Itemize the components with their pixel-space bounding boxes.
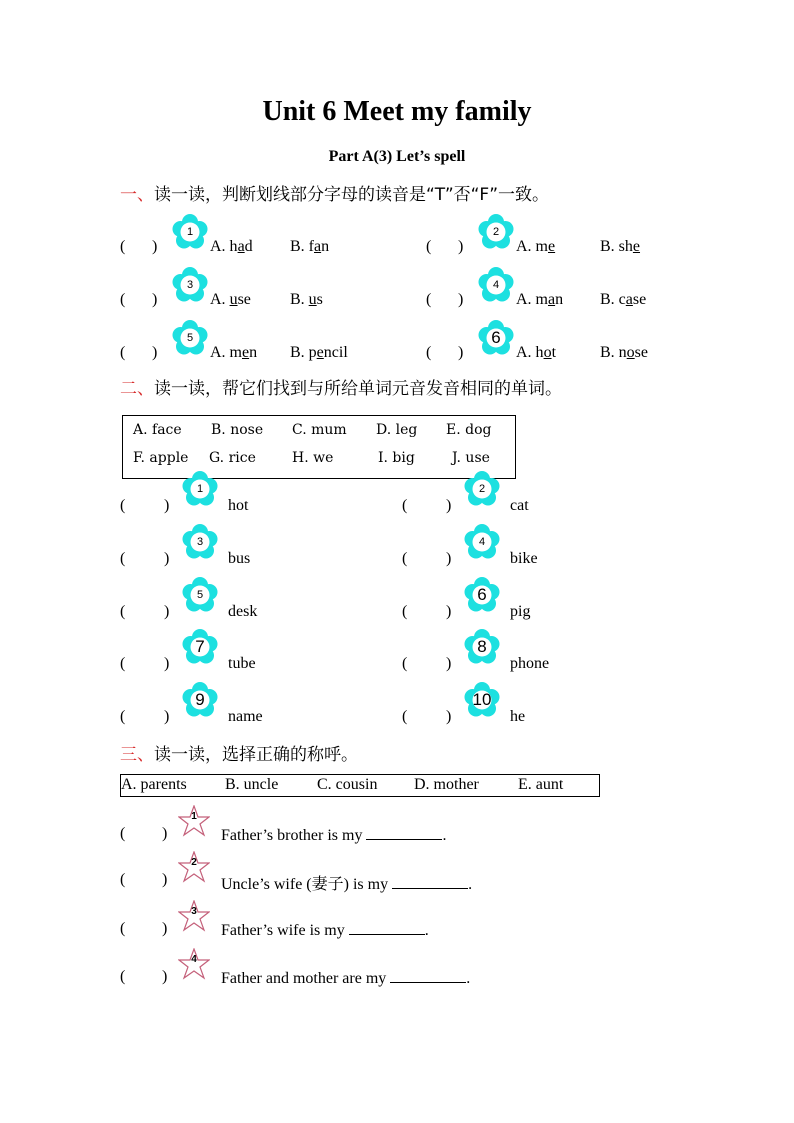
answer-blank[interactable] bbox=[128, 238, 150, 256]
answer-paren-close: ) bbox=[458, 291, 464, 308]
option-text: s bbox=[316, 291, 323, 308]
option-a bbox=[210, 291, 251, 309]
answer-blank[interactable] bbox=[128, 968, 160, 986]
flower-number-label: 7 bbox=[195, 637, 205, 656]
answer-paren-open: ( bbox=[402, 497, 408, 514]
option-a bbox=[516, 238, 555, 256]
answer-paren-open: ( bbox=[120, 871, 126, 888]
flower-number-label: 3 bbox=[196, 536, 204, 548]
answer-paren-open: ( bbox=[120, 291, 126, 308]
sentence-text: Father’s wife is my bbox=[221, 922, 345, 939]
answer-paren-close: ) bbox=[152, 291, 158, 308]
sentence-period: . bbox=[466, 970, 471, 987]
answer-paren-close: ) bbox=[446, 550, 452, 567]
flower-number-label: 4 bbox=[478, 536, 486, 548]
sentence-text: Father’s brother is my bbox=[221, 827, 363, 844]
flower-number-icon bbox=[182, 682, 218, 718]
answer-paren-close: ) bbox=[446, 497, 452, 514]
fill-blank-line[interactable] bbox=[390, 968, 466, 983]
underlined-letter: e bbox=[548, 238, 556, 255]
answer-blank[interactable] bbox=[128, 344, 150, 362]
answer-blank[interactable] bbox=[410, 708, 444, 726]
option-text: n bbox=[249, 344, 258, 361]
target-word: hot bbox=[228, 497, 249, 514]
page-title: Unit 6 Meet my family bbox=[262, 96, 532, 127]
section1-heading bbox=[120, 180, 549, 205]
answer-paren-close: ) bbox=[458, 344, 464, 361]
section2-number: 二、 bbox=[120, 379, 154, 399]
underlined-letter: e bbox=[316, 344, 324, 361]
flower-number-icon bbox=[464, 524, 500, 560]
answer-paren-close: ) bbox=[164, 550, 170, 567]
flower-number-label: 9 bbox=[195, 690, 205, 709]
target-word: bike bbox=[510, 550, 538, 567]
flower-number-icon bbox=[182, 524, 218, 560]
target-word: desk bbox=[228, 603, 258, 620]
target-word: pig bbox=[510, 603, 531, 620]
underlined-letter: a bbox=[625, 291, 633, 308]
target-word: tube bbox=[228, 655, 256, 672]
flower-number-label: 2 bbox=[478, 483, 486, 495]
relation-option: B. uncle bbox=[225, 776, 279, 793]
section2-text: 读一读，帮它们找到与所给单词元音发音相同的单词。 bbox=[154, 379, 562, 399]
flower-number-label: 6 bbox=[477, 585, 487, 604]
flower-number-label: 8 bbox=[477, 637, 487, 656]
sentence bbox=[221, 968, 470, 988]
underlined-letter: e bbox=[632, 238, 641, 255]
sentence-text: Uncle’s wife (妻子) is my bbox=[221, 876, 389, 893]
flower-number-label: 6 bbox=[491, 328, 501, 347]
target-word: cat bbox=[510, 497, 529, 514]
word-bank-option: G. rice bbox=[209, 450, 256, 466]
answer-blank[interactable] bbox=[410, 550, 444, 568]
option-text: B. f bbox=[290, 238, 314, 255]
flower-number-icon bbox=[182, 471, 218, 507]
option-a bbox=[516, 291, 563, 309]
relation-option: C. cousin bbox=[317, 776, 378, 793]
option-text: d bbox=[244, 238, 253, 255]
flower-number-icon bbox=[172, 320, 208, 356]
answer-paren-close: ) bbox=[446, 708, 452, 725]
option-text: A. h bbox=[516, 344, 544, 361]
answer-paren-open: ( bbox=[402, 708, 408, 725]
underlined-letter: a bbox=[548, 291, 556, 308]
star-number-icon bbox=[178, 805, 210, 837]
option-b bbox=[290, 238, 329, 256]
sentence bbox=[221, 920, 429, 940]
option-text: n bbox=[555, 291, 564, 308]
answer-blank[interactable] bbox=[128, 497, 162, 515]
answer-paren-open: ( bbox=[402, 655, 408, 672]
answer-paren-close: ) bbox=[162, 920, 168, 937]
fill-blank-line[interactable] bbox=[392, 874, 468, 889]
option-text: A. m bbox=[516, 291, 548, 308]
flower-number-icon bbox=[464, 629, 500, 665]
option-b bbox=[600, 344, 648, 362]
target-word: he bbox=[510, 708, 526, 725]
answer-paren-open: ( bbox=[120, 655, 126, 672]
answer-blank[interactable] bbox=[434, 344, 456, 362]
answer-paren-open: ( bbox=[120, 708, 126, 725]
sentence bbox=[221, 825, 446, 845]
sentence-period: . bbox=[468, 876, 473, 893]
answer-paren-close: ) bbox=[152, 238, 158, 255]
flower-number-icon bbox=[478, 214, 514, 250]
answer-paren-close: ) bbox=[164, 708, 170, 725]
flower-number-icon bbox=[464, 577, 500, 613]
flower-number-icon bbox=[182, 629, 218, 665]
section1-text: 读一读，判断划线部分字母的读音是“T”否“F”一致。 bbox=[154, 185, 550, 205]
answer-blank[interactable] bbox=[128, 871, 160, 889]
option-a bbox=[516, 344, 556, 362]
answer-blank[interactable] bbox=[128, 920, 160, 938]
option-text: B. n bbox=[600, 344, 627, 361]
star-number-icon bbox=[178, 851, 210, 883]
word-bank-option: J. use bbox=[452, 450, 490, 466]
underlined-letter: u bbox=[229, 291, 238, 308]
option-b bbox=[290, 291, 323, 309]
sentence-period: . bbox=[442, 827, 447, 844]
answer-paren-open: ( bbox=[402, 550, 408, 567]
word-bank-option: H. we bbox=[292, 450, 334, 466]
answer-paren-open: ( bbox=[120, 968, 126, 985]
star-number-label: 4 bbox=[191, 954, 197, 965]
underlined-letter: o bbox=[626, 344, 635, 361]
answer-paren-close: ) bbox=[162, 871, 168, 888]
answer-paren-close: ) bbox=[164, 497, 170, 514]
answer-blank[interactable] bbox=[128, 655, 162, 673]
section3-heading bbox=[120, 740, 358, 765]
answer-blank[interactable] bbox=[434, 238, 456, 256]
answer-blank[interactable] bbox=[410, 603, 444, 621]
relation-option: E. aunt bbox=[518, 776, 564, 793]
flower-number-icon bbox=[172, 214, 208, 250]
underlined-letter: a bbox=[237, 238, 245, 255]
option-b bbox=[600, 291, 646, 309]
sentence-period: . bbox=[424, 922, 429, 939]
option-text: B. sh bbox=[600, 238, 633, 255]
flower-number-icon bbox=[182, 577, 218, 613]
answer-blank[interactable] bbox=[128, 291, 150, 309]
answer-paren-open: ( bbox=[120, 603, 126, 620]
answer-paren-close: ) bbox=[446, 603, 452, 620]
flower-number-label: 3 bbox=[186, 279, 194, 291]
flower-number-label: 4 bbox=[492, 279, 500, 291]
word-bank-option: I. big bbox=[378, 450, 415, 466]
option-text: A. bbox=[210, 291, 230, 308]
answer-paren-close: ) bbox=[152, 344, 158, 361]
word-bank-option: C. mum bbox=[292, 422, 347, 438]
answer-paren-open: ( bbox=[426, 344, 432, 361]
flower-number-icon bbox=[478, 267, 514, 303]
flower-number-icon bbox=[172, 267, 208, 303]
option-text: B. p bbox=[290, 344, 317, 361]
answer-paren-open: ( bbox=[426, 238, 432, 255]
target-word: phone bbox=[510, 655, 550, 672]
option-text: se bbox=[632, 291, 647, 308]
page-subtitle: Part A(3) Let’s spell bbox=[328, 148, 466, 165]
option-text: ncil bbox=[323, 344, 348, 361]
target-word: name bbox=[228, 708, 263, 725]
answer-paren-open: ( bbox=[120, 344, 126, 361]
flower-number-label: 1 bbox=[186, 226, 194, 238]
answer-blank[interactable] bbox=[128, 603, 162, 621]
underlined-letter: u bbox=[308, 291, 317, 308]
flower-number-label: 1 bbox=[196, 483, 204, 495]
flower-number-icon bbox=[464, 471, 500, 507]
flower-number-label: 5 bbox=[196, 589, 204, 601]
answer-paren-close: ) bbox=[162, 968, 168, 985]
fill-blank-line[interactable] bbox=[349, 920, 425, 935]
relation-options-box bbox=[120, 774, 600, 797]
answer-paren-close: ) bbox=[164, 655, 170, 672]
answer-paren-open: ( bbox=[120, 238, 126, 255]
answer-paren-open: ( bbox=[120, 825, 126, 842]
option-text: A. m bbox=[210, 344, 242, 361]
word-bank-box bbox=[122, 415, 516, 479]
star-number-label: 1 bbox=[191, 811, 197, 822]
sentence bbox=[221, 871, 472, 894]
fill-blank-line[interactable] bbox=[366, 825, 442, 840]
option-text: n bbox=[321, 238, 330, 255]
target-word: bus bbox=[228, 550, 251, 567]
answer-paren-open: ( bbox=[402, 603, 408, 620]
section2-heading bbox=[120, 374, 562, 399]
option-text: B. c bbox=[600, 291, 626, 308]
word-bank-option: B. nose bbox=[211, 422, 264, 438]
option-text: A. m bbox=[516, 238, 548, 255]
flower-number-label: 5 bbox=[186, 332, 194, 344]
answer-paren-open: ( bbox=[120, 550, 126, 567]
underlined-letter: o bbox=[543, 344, 552, 361]
word-bank-option: F. apple bbox=[133, 450, 189, 466]
answer-blank[interactable] bbox=[128, 550, 162, 568]
answer-paren-close: ) bbox=[162, 825, 168, 842]
relation-option: D. mother bbox=[414, 776, 479, 793]
underlined-letter: a bbox=[314, 238, 322, 255]
star-number-icon bbox=[178, 900, 210, 932]
word-bank-option: A. face bbox=[133, 422, 182, 438]
option-a bbox=[210, 238, 253, 256]
answer-paren-open: ( bbox=[426, 291, 432, 308]
answer-blank[interactable] bbox=[128, 825, 160, 843]
answer-paren-close: ) bbox=[446, 655, 452, 672]
answer-paren-close: ) bbox=[458, 238, 464, 255]
flower-number-icon bbox=[478, 320, 514, 356]
star-number-label: 2 bbox=[191, 857, 197, 868]
star-number-label: 3 bbox=[191, 906, 197, 917]
section3-number: 三、 bbox=[120, 745, 154, 765]
section1-number: 一、 bbox=[120, 185, 154, 205]
option-a bbox=[210, 344, 257, 362]
option-text: se bbox=[634, 344, 648, 361]
star-number-icon bbox=[178, 948, 210, 980]
answer-paren-open: ( bbox=[120, 497, 126, 514]
word-bank-option: D. leg bbox=[376, 422, 418, 438]
flower-number-label: 2 bbox=[492, 226, 500, 238]
relation-option: A. parents bbox=[121, 776, 187, 793]
option-b bbox=[290, 344, 348, 362]
flower-number-icon bbox=[464, 682, 500, 718]
option-text: se bbox=[237, 291, 251, 308]
answer-paren-close: ) bbox=[164, 603, 170, 620]
option-text: A. h bbox=[210, 238, 238, 255]
option-b bbox=[600, 238, 640, 256]
answer-blank[interactable] bbox=[410, 497, 444, 515]
sentence-text: Father and mother are my bbox=[221, 970, 387, 987]
flower-number-label: 10 bbox=[472, 690, 492, 709]
option-text: B. bbox=[290, 291, 309, 308]
underlined-letter: e bbox=[242, 344, 250, 361]
answer-blank[interactable] bbox=[410, 655, 444, 673]
answer-blank[interactable] bbox=[128, 708, 162, 726]
word-bank-option: E. dog bbox=[446, 422, 492, 438]
answer-paren-open: ( bbox=[120, 920, 126, 937]
answer-blank[interactable] bbox=[434, 291, 456, 309]
section3-text: 读一读，选择正确的称呼。 bbox=[154, 745, 358, 765]
option-text: t bbox=[551, 344, 557, 361]
